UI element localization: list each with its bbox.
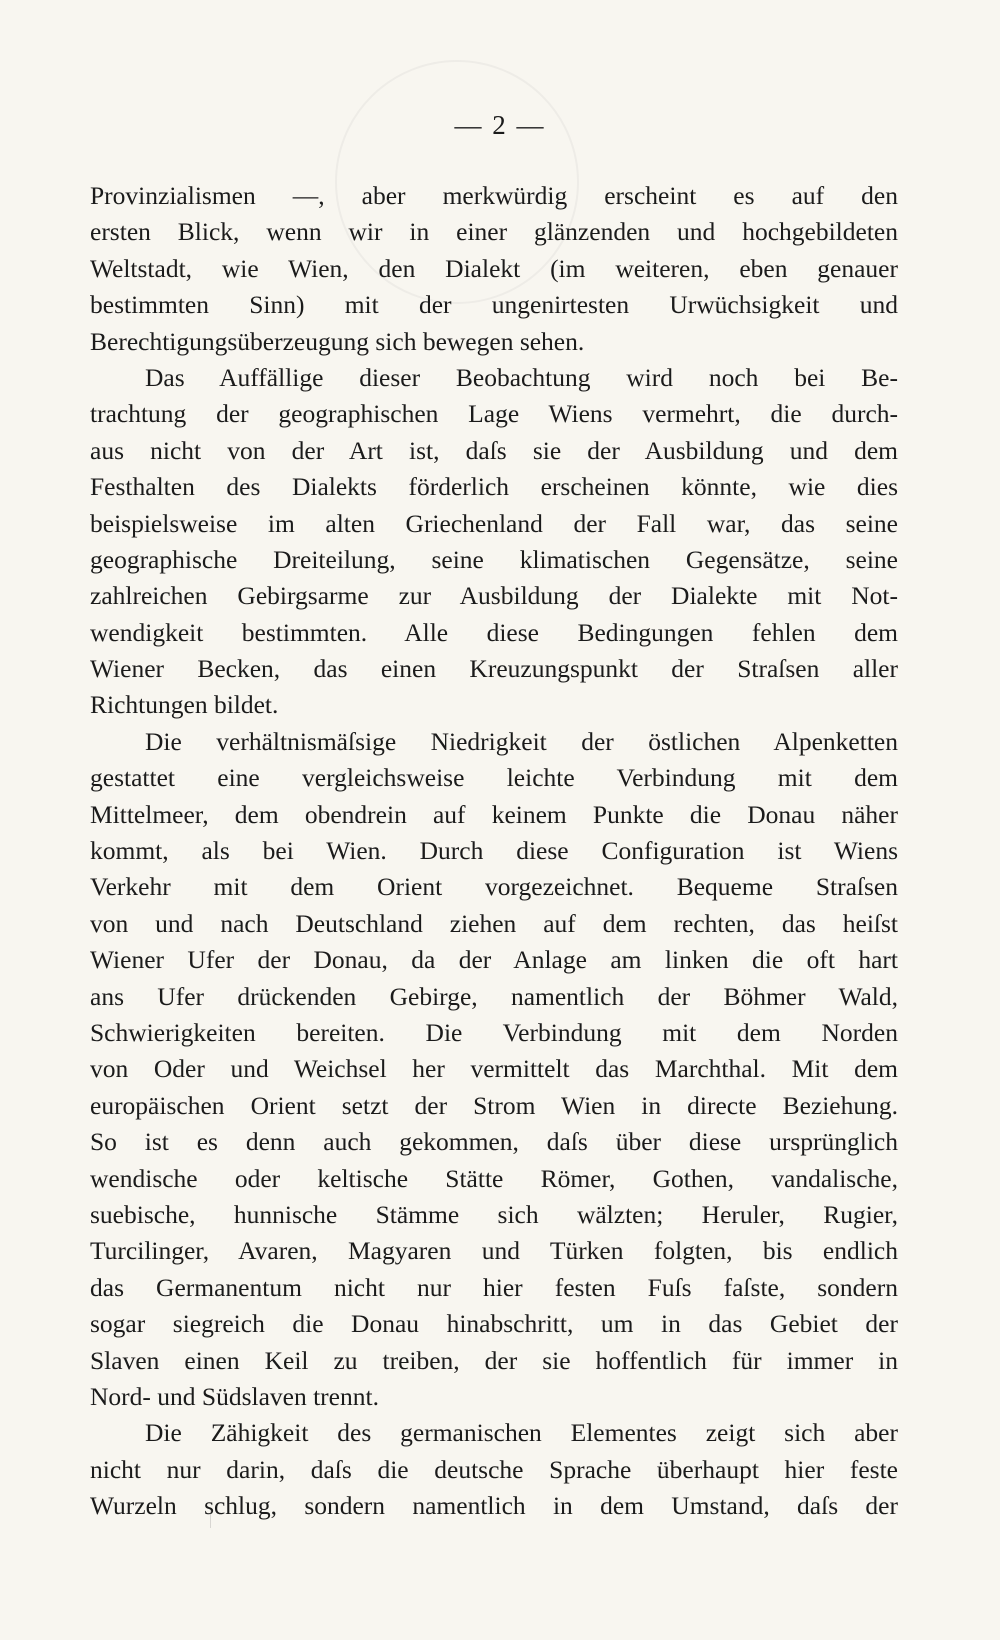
- text-line: suebische, hunnische Stämme sich wälzten; Heruler, Rugier,: [90, 1199, 898, 1229]
- text-line: Wiener Becken, das einen Kreuzungspunkt der Straſsen aller: [90, 654, 898, 684]
- text-line: Richtungen bildet.: [90, 690, 279, 720]
- text-line: trachtung der geographischen Lage Wiens vermehrt, die durch-: [90, 399, 898, 429]
- text-line: das Germanentum nicht nur hier festen Fuſs faſste, sondern: [90, 1272, 898, 1302]
- text-line: Slaven einen Keil zu treiben, der sie hoffentlich für immer in: [90, 1345, 898, 1375]
- text-line: beispielsweise im alten Griechenland der Fall war, das seine: [90, 508, 898, 538]
- text-line: wendische oder keltische Stätte Römer, Gothen, vandalische,: [90, 1163, 898, 1193]
- text-line: nicht nur darin, daſs die deutsche Sprache überhaupt hier feste: [90, 1454, 898, 1484]
- text-line: Schwierigkeiten bereiten. Die Verbindung mit dem Norden: [90, 1017, 898, 1047]
- text-line: bestimmten Sinn) mit der ungenirtesten Urwüchsigkeit und: [90, 290, 898, 320]
- text-line: ans Ufer drückenden Gebirge, namentlich der Böhmer Wald,: [90, 981, 898, 1011]
- text-line: Verkehr mit dem Orient vorgezeichnet. Bequeme Straſsen: [90, 872, 898, 902]
- text-line: Provinzialismen —, aber merkwürdig erscheint es auf den: [90, 181, 898, 210]
- text-line: geographische Dreiteilung, seine klimatischen Gegensätze, seine: [90, 544, 898, 574]
- text-line: Wurzeln schlug, sondern namentlich in dem Umstand, daſs der: [90, 1491, 898, 1521]
- body-text: [90, 178, 898, 1524]
- text-line: Festhalten des Dialekts förderlich erscheinen könnte, wie dies: [90, 472, 898, 502]
- text-line: So ist es denn auch gekommen, daſs über diese ursprünglich: [90, 1127, 898, 1157]
- text-line: Nord- und Südslaven trennt.: [90, 1381, 379, 1411]
- text-line: von und nach Deutschland ziehen auf dem rechten, das heiſst: [90, 908, 898, 938]
- text-line: europäischen Orient setzt der Strom Wien in directe Beziehung.: [90, 1090, 898, 1120]
- text-line: ersten Blick, wenn wir in einer glänzenden und hochgebildeten: [90, 217, 898, 247]
- text-line: sogar siegreich die Donau hinabschritt, um in das Gebiet der: [90, 1309, 898, 1339]
- text-line: kommt, als bei Wien. Durch diese Configuration ist Wiens: [90, 836, 898, 866]
- text-line: Berechtigungsüberzeugung sich bewegen sehen.: [90, 326, 585, 356]
- text-line: zahlreichen Gebirgsarme zur Ausbildung der Dialekte mit Not-: [90, 581, 898, 611]
- text-line: Mittelmeer, dem obendrein auf keinem Punkte die Donau näher: [90, 799, 898, 829]
- text-line: wendigkeit bestimmten. Alle diese Bedingungen fehlen dem: [90, 617, 898, 647]
- text-line: aus nicht von der Art ist, daſs sie der Ausbildung und dem: [90, 435, 898, 465]
- page-number: — 2 —: [454, 110, 546, 140]
- text-line: von Oder und Weichsel her vermittelt das Marchthal. Mit dem: [90, 1054, 898, 1084]
- text-line: Das Auffällige dieser Beobachtung wird noch bei Be-: [145, 362, 898, 392]
- text-line: Wiener Ufer der Donau, da der Anlage am linken die oft hart: [90, 945, 898, 975]
- bleed-through-mark: [210, 1510, 211, 1528]
- text-line: Turcilinger, Avaren, Magyaren und Türken folgten, bis endlich: [90, 1236, 898, 1266]
- text-line: Die Zähigkeit des germanischen Elementes zeigt sich aber: [145, 1418, 898, 1448]
- text-line: Die verhältnismäſsige Niedrigkeit der östlichen Alpenketten: [145, 726, 898, 756]
- text-line: Weltstadt, wie Wien, den Dialekt (im weiteren, eben genauer: [90, 253, 898, 283]
- text-line: gestattet eine vergleichsweise leichte Verbindung mit dem: [90, 763, 898, 793]
